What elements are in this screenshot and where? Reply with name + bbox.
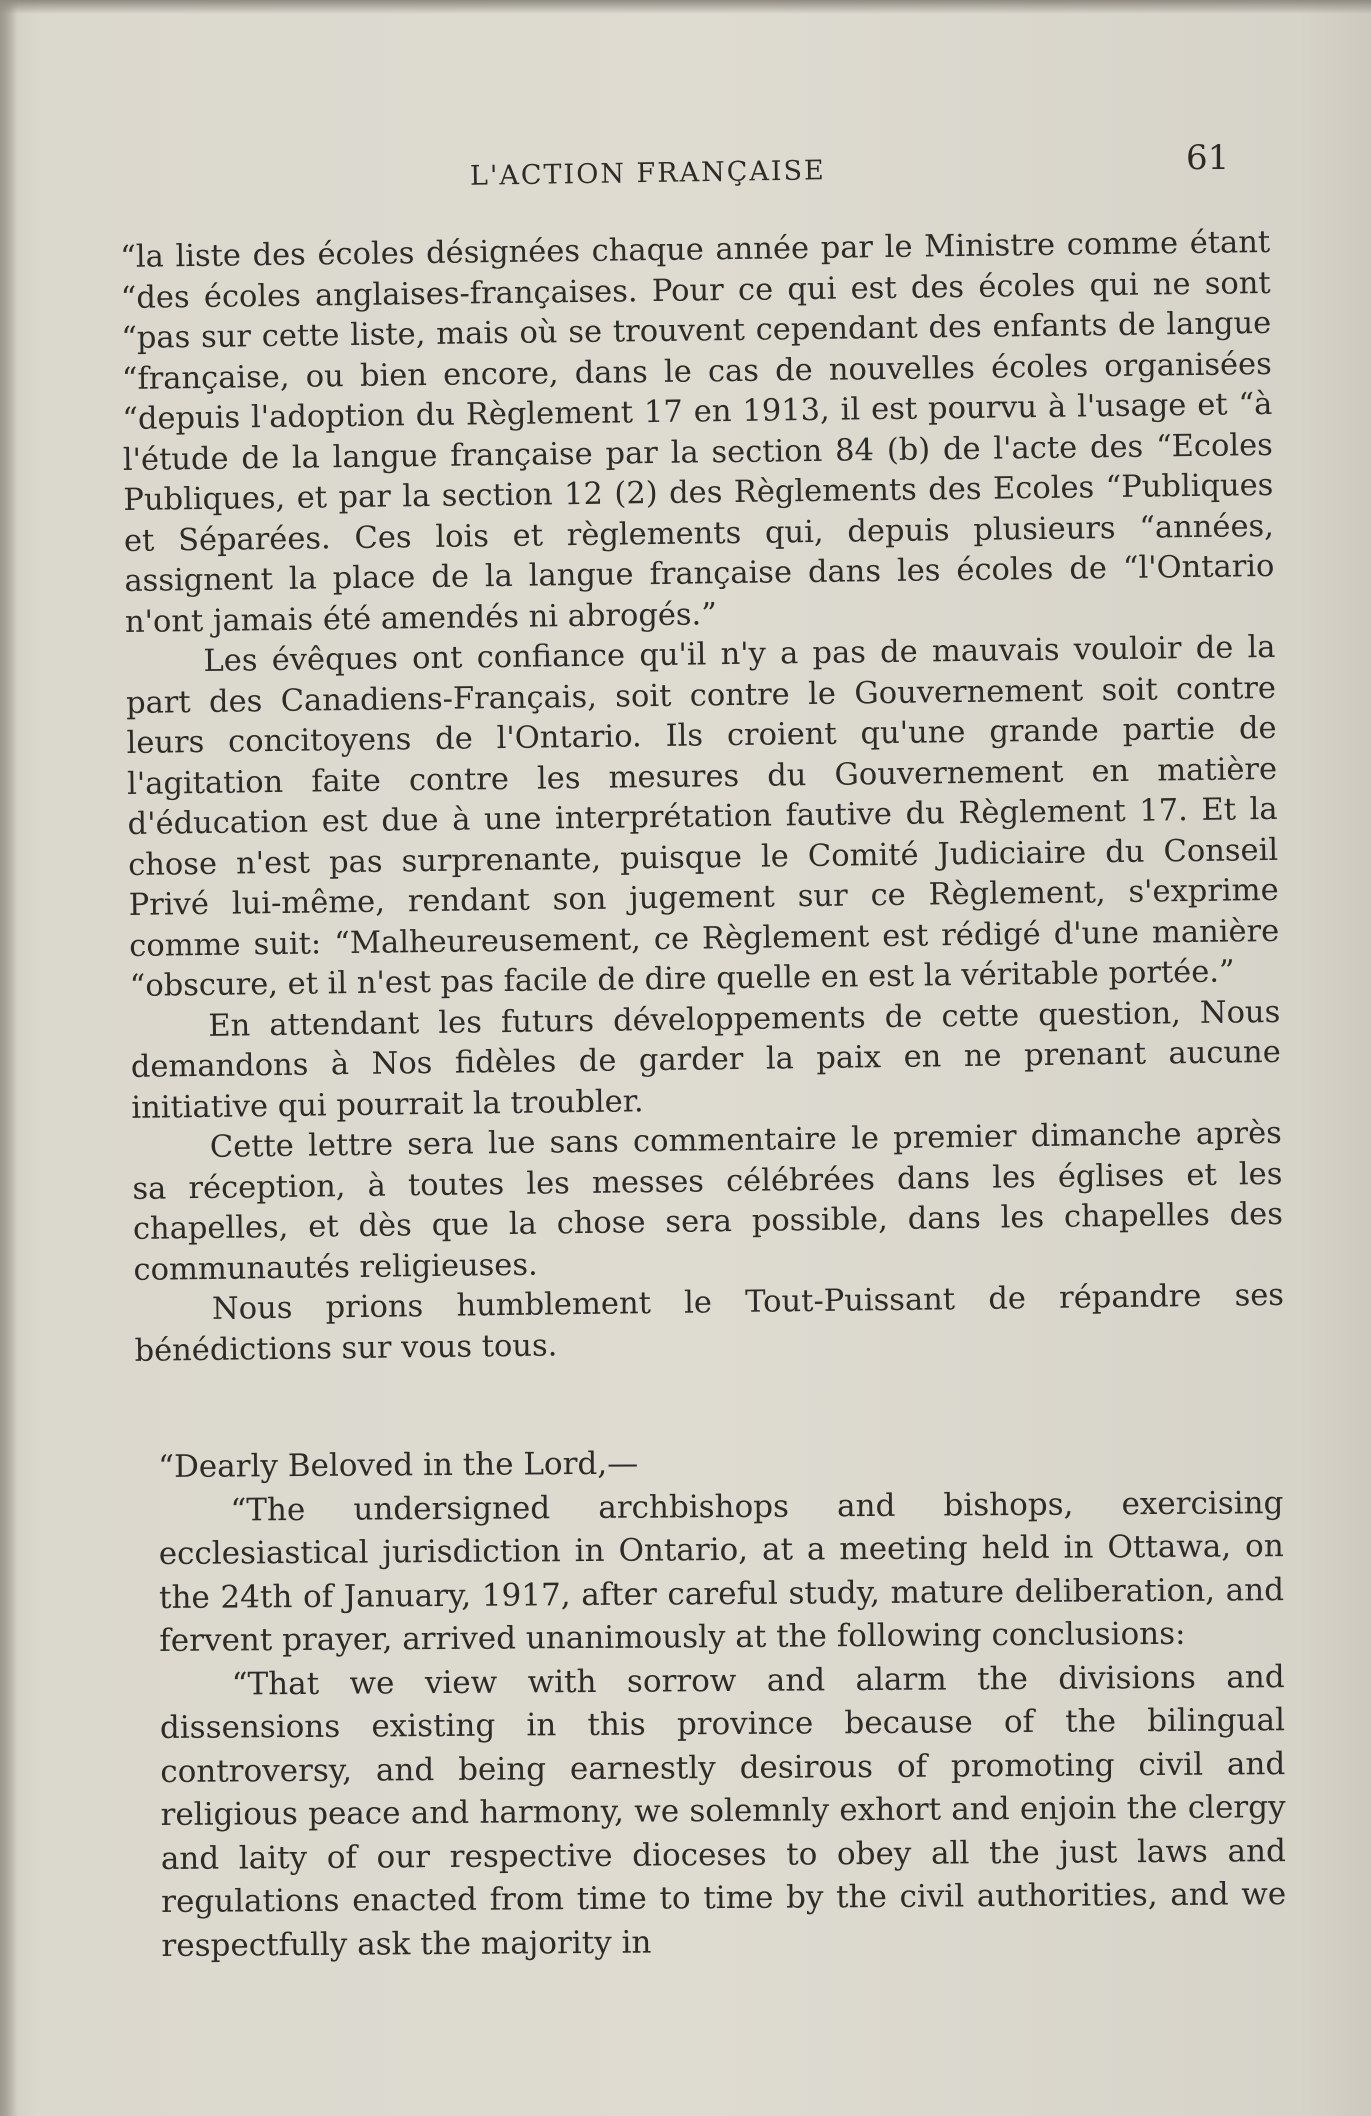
english-text-block: [158, 1438, 1287, 1968]
paragraph-sorrow-and-alarm: “That we view with sorrow and alarm the divisions and dissensions existing in this province because of the bilingual controversy, and being earnestly desirous of promoting civil and religious peace and harmony, we solemnly exhort and enjoin the clergy and laity of our respective dioceses to obey all the just laws and regulations enacted from time to time by the civil authorities, and we respectfully ask the majority in: [159, 1658, 1287, 1964]
paragraph-awaiting-developments: En attendant les futurs développements de cette question, Nous demandons à Nos fidèles de garder la paix en ne prenant aucune initiative qui pourrait la troubler.: [130, 994, 1281, 1126]
running-head: L'ACTION FRANÇAISE: [469, 155, 826, 192]
paragraph-bishops-confidence: Les évêques ont confiance qu'il n'y a pas de mauvais vouloir de la part des Canadiens-Français, soit contre le Gouvernement soit contre leurs concitoyens de l'Ontario. Ils croient qu'une grande partie de l'agitation faite contre les mesures du Gouvernement en matière d'éducation est due à une interprétation fautive du Règlement 17. Et la chose n'est pas surprenante, puisque le Comité Judiciaire du Conseil Privé lui-même, rendant son jugement sur ce Règlement, s'exprime comme suit: “Malheureusement, ce Règlement est rédigé d'une manière “obscure, et il n'est pas facile de dire quelle en est la véritable portée.”: [125, 629, 1280, 1004]
paragraph-letter-reading: Cette lettre sera lue sans commentaire le premier dimanche après sa réception, à toutes les messes célébrées dans les églises et les chapelles, et dès que la chose sera possible, dans les chapelles des communautés religieuses.: [132, 1115, 1284, 1288]
page-number: 61: [1186, 138, 1230, 178]
french-text-block: [120, 223, 1285, 1372]
salutation: “Dearly Beloved in the Lord,—: [158, 1445, 639, 1485]
paragraph-blessing: Nous prions humblement le Tout-Puissant de répandre ses bénédictions sur vous tous.: [134, 1277, 1285, 1369]
paragraph-undersigned-bishops: “The undersigned archbishops and bishops, exercising ecclesiastical jurisdiction in Ontario, at a meeting held in Ottawa, on the 24th of January, 1917, after careful study, mature deliberation, and fervent prayer, arrived unanimously at the following conclusions:: [158, 1484, 1285, 1659]
paragraph-quoted-regulation: “la liste des écoles désignées chaque année par le Ministre comme étant “des écoles anglaises-françaises. Pour ce qui est des écoles qui ne sont “pas sur cette liste, mais où se trouvent cependant des enfants de langue “française, ou bien encore, dans le cas de nouvelles écoles organisées “depuis l'adoption du Règlement 17 en 1913, il est pourvu à l'usage et “à l'étude de la langue française par la section 84 (b) de l'acte des “Ecoles Publiques, et par la section 12 (2) des Règlements des Ecoles “Publiques et Séparées. Ces lois et règlements qui, depuis plusieurs “années, assignent la place de la langue française dans les écoles de “l'Ontario n'ont jamais été amendés ni abrogés.”: [120, 224, 1275, 640]
